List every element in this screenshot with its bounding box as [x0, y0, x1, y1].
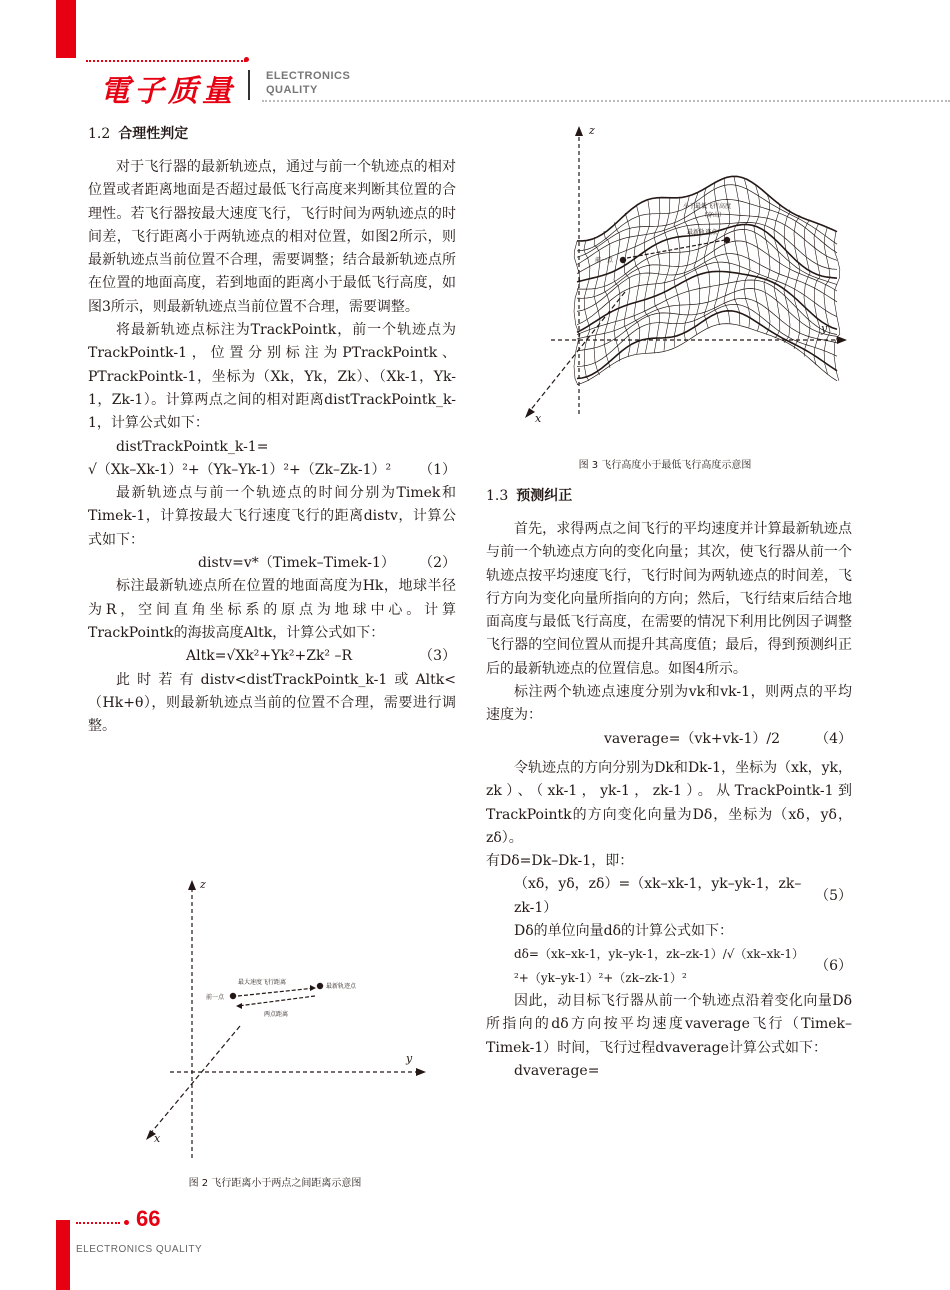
terrain-row-line: [577, 280, 837, 335]
equation-1: [88, 459, 456, 482]
terrain-row-line: [577, 229, 837, 289]
terrain-column-line: [604, 231, 610, 368]
paragraph: 首先，求得两点之间飞行的平均速度并计算最新轨迹点与前一个轨迹点方向的变化向量；其次，使飞行器从前一个轨迹点按平均速度飞行，飞行时间为两轨迹点的时间差，飞行方向为变化向量所指向的方向；然后，飞行结束后结合地面高度与最低飞行高度，在需要的情况下利用比例因子调整飞行器的空间位置从而提升其高度值；最后，得到预测纠正后的最新轨迹点的位置信息。如图4所示。: [486, 521, 852, 677]
equation-number: （1）: [419, 461, 456, 478]
maxspeed-arrowhead: [310, 985, 316, 991]
logo-en-line1: ELECTRONICS: [266, 70, 351, 82]
maxspeed-arrow: [238, 988, 315, 996]
equation-number: （4）: [815, 730, 852, 747]
fig2-distance-label: 两点距离: [264, 1011, 289, 1018]
fig3-through-label: （穿山）: [701, 212, 726, 219]
equation-6: [486, 943, 852, 990]
terrain-row-line: [577, 214, 837, 264]
equation-body: vaverage=（vk+vk-1）/2: [604, 730, 780, 747]
terrain-column-line: [754, 186, 760, 331]
figure-3-diagram: [515, 122, 855, 422]
equation-body: Altk=√Xk²+Yk²+Zk² –R: [186, 648, 353, 665]
terrain-column-line: [814, 223, 820, 365]
equation-body: √（Xk–Xk-1）²+（Yk–Yk-1）²+（Zk–Zk-1）²: [88, 461, 392, 478]
y-arrowhead: [416, 1068, 426, 1076]
paragraph: Dδ的单位向量dδ的计算公式如下：: [514, 923, 734, 940]
left-column: [88, 124, 456, 738]
z-arrowhead: [575, 126, 583, 136]
equation-1-lhs: distTrackPointk_k-1=: [116, 438, 269, 455]
section-title: 预测纠正: [516, 488, 573, 504]
terrain-column-line: [674, 198, 680, 347]
fig3-newest-label: 最新轨迹点: [687, 229, 718, 236]
distance-arrow: [238, 996, 315, 1006]
terrain-column-line: [744, 179, 750, 327]
section-number: 1.2: [88, 126, 111, 142]
terrain-column-line: [734, 176, 740, 324]
terrain-column-line: [684, 196, 690, 341]
fig2-prev-label: 前一点: [206, 994, 225, 1001]
equation-body: dδ=（xk–xk-1，yk–yk-1，zk–zk-1）/√（xk–xk-1）²+（yk–yk-1）²+（zk–zk-1）²: [514, 947, 805, 985]
footer-dotted-line: [76, 1222, 120, 1224]
newest-point-dot: [724, 237, 730, 243]
equation-4: [486, 728, 852, 751]
paragraph: 此时若有distv<distTrackPointk_k-1或Altk<（Hk+θ），则最新轨迹点当前的位置不合理，需要进行调整。: [88, 671, 456, 735]
fig2-maxspeed-label: 最大速度飞行距离: [238, 979, 287, 986]
paragraph: 将最新轨迹点标注为TrackPointk，前一个轨迹点为TrackPointk-1，位置分别标注为PTrackPointk、PTrackPointk-1，坐标为（Xk，Yk，Zk）、（Xk-1，Yk-1，Zk-1）。计算两点之间的相对距离distTrackPointk_k-1，计算公式如下：: [88, 322, 456, 432]
bottom-red-bar: [56, 1220, 70, 1290]
equation-number: （2）: [419, 555, 456, 572]
paragraph: 有Dδ=Dk–Dk-1，即：: [486, 853, 634, 870]
fig2-z-label: z: [200, 878, 206, 891]
x-arrowhead: [525, 408, 535, 418]
footer-red-dot: [124, 1220, 129, 1225]
terrain-column-line: [654, 198, 660, 353]
journal-logo-en: [266, 69, 350, 97]
top-red-bar: [56, 0, 76, 58]
paragraph: 标注最新轨迹点所在位置的地面高度为Hk，地球半径为R，空间直角坐标系的原点为地球中心。计算TrackPointk的海拔高度Altk，计算公式如下：: [88, 578, 456, 641]
trajectory-line: [627, 240, 725, 258]
figure-3-caption: 图 3 飞行高度小于最低飞行高度示意图: [578, 460, 752, 471]
header-dotted-line: [86, 60, 246, 62]
header-grey-dotted-line: [262, 100, 950, 102]
right-column: [486, 486, 852, 1083]
terrain-column-line: [774, 203, 780, 339]
paragraph: 最新轨迹点与前一个轨迹点的时间分别为Timek和Timek-1，计算按最大飞行速度飞行的距离distv，计算公式如下：: [88, 485, 456, 548]
terrain-column-line: [584, 240, 590, 381]
section-title: 合理性判定: [118, 126, 189, 142]
logo-en-line2: QUALITY: [266, 84, 318, 96]
equation-body: distv=v*（Timek–Timek-1）: [198, 555, 395, 572]
fig3-z-label: z: [589, 124, 595, 137]
terrain-column-line: [834, 232, 840, 381]
paragraph: 因此，动目标飞行器从前一个轨迹点沿着变化向量Dδ所指向的dδ方向按平均速度vaverage飞行（Timek–Timek-1）时间，飞行过程dvaverage计算公式如下：: [486, 992, 852, 1056]
z-arrowhead: [188, 880, 196, 890]
footer-journal-name: ELECTRONICS QUALITY: [76, 1244, 203, 1255]
equation-3: [88, 645, 456, 668]
paragraph: 标注两个轨迹点速度分别为vk和vk-1，则两点的平均速度为：: [486, 684, 852, 724]
equation-body: （xδ，yδ，zδ）=（xk–xk-1，yk–yk-1，zk–zk-1）: [514, 876, 802, 916]
figure-2-caption: 图 2 飞行距离小于两点之间距离示意图: [188, 1178, 362, 1189]
figure-2-diagram: [130, 876, 430, 1166]
fig3-min-height-label: 小于最低飞行高度: [683, 203, 732, 210]
terrain-column-line: [664, 198, 670, 351]
distance-arrowhead: [236, 1003, 242, 1009]
equation-number: （6）: [815, 957, 852, 974]
fig3-y-label: y: [821, 322, 828, 335]
fig3-prev-label: 前一点: [595, 257, 614, 264]
journal-logo-cn: 電子质量: [100, 74, 236, 109]
paragraph: 令轨迹点的方向分别为Dk和Dk-1，坐标为（xk，yk，zk）、（xk-1，yk-1，zk-1）。从TrackPointk-1到TrackPointk的方向变化向量为Dδ，坐标为（xδ，yδ，zδ）。: [486, 759, 852, 846]
terrain-row-line: [577, 262, 837, 325]
fig2-x-label: x: [154, 1132, 161, 1145]
equation-7-lhs: dvaverage=: [514, 1062, 600, 1079]
page-number: 66: [136, 1206, 161, 1231]
fig2-y-label: y: [406, 1052, 413, 1065]
terrain-column-line: [644, 200, 650, 353]
equation-number: （5）: [815, 888, 852, 905]
prev-point-dot: [230, 993, 236, 999]
section-number: 1.3: [486, 488, 509, 504]
prev-point-dot: [620, 257, 626, 263]
fig3-x-label: x: [535, 412, 542, 422]
header-red-dot: [244, 57, 249, 62]
fig2-newest-label: 最新轨迹点: [326, 983, 357, 990]
paragraph: 对于飞行器的最新轨迹点，通过与前一个轨迹点的相对位置或者距离地面是否超过最低飞行高度来判断其位置的合理性。若飞行器按最大速度飞行，飞行时间为两轨迹点的时间差，飞行距离小于两轨迹点的相对位置，如图2所示，则最新轨迹点当前位置不合理，需要调整；结合最新轨迹点所在位置的地面高度，若到地面的距离小于最低飞行高度，如图3所示，则最新轨迹点当前位置不合理，需要调整。: [88, 159, 456, 315]
section-heading-1-2: [88, 124, 456, 144]
y-arrowhead: [837, 336, 847, 344]
terrain-column-line: [694, 193, 700, 335]
newest-point-dot: [317, 983, 323, 989]
equation-number: （3）: [419, 648, 456, 665]
equation-2: [88, 552, 456, 575]
terrain-row-line: [577, 324, 837, 385]
logo-separator: [248, 70, 250, 100]
section-heading-1-3: [486, 486, 852, 506]
terrain-column-line: [764, 194, 770, 334]
x-axis: [150, 1026, 240, 1134]
equation-5: [486, 873, 852, 920]
